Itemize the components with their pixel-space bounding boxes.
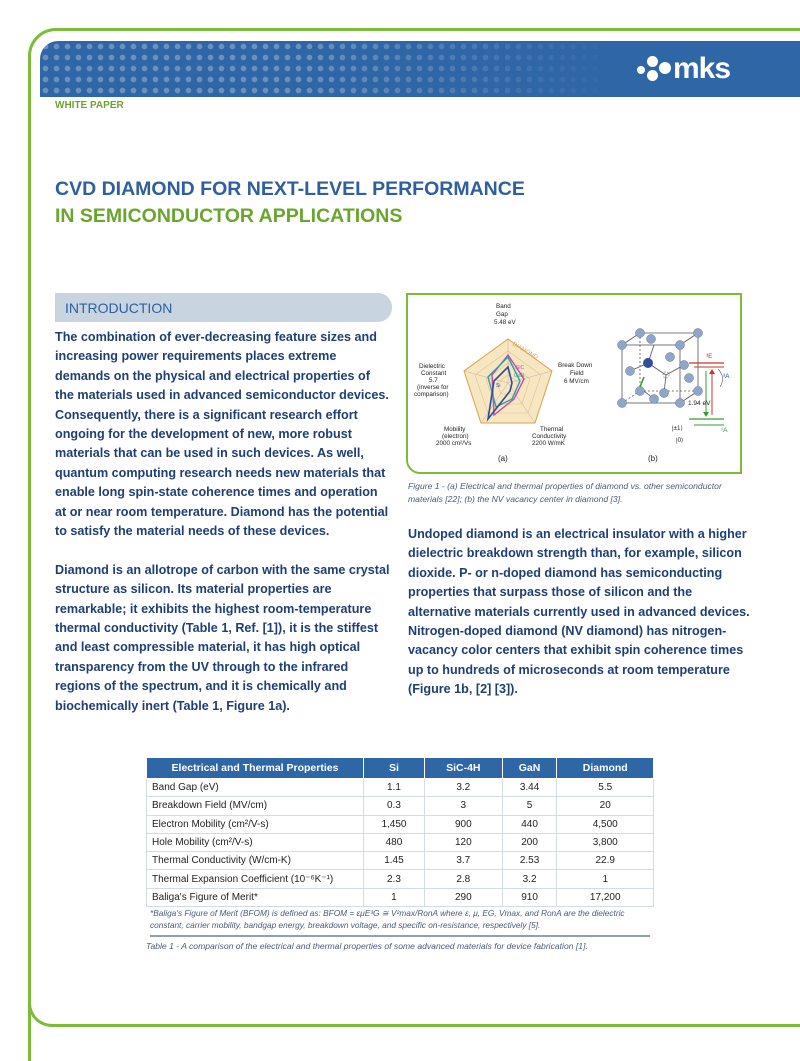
axis-label-dielectric-2: Constant xyxy=(421,370,447,377)
table-cell: 1.45 xyxy=(364,852,425,870)
table-cell: 20 xyxy=(557,797,654,815)
figure-1 xyxy=(406,293,742,474)
table-cell: 910 xyxy=(502,888,557,906)
mks-logo xyxy=(637,52,730,86)
axis-label-breakdown-3: 6 MV/cm xyxy=(564,378,589,385)
table-cell: Breakdown Field (MV/cm) xyxy=(147,797,364,815)
spin-arrow-icon xyxy=(640,377,644,387)
table-cell: 440 xyxy=(502,815,557,833)
introduction-heading-bar xyxy=(55,293,392,322)
level-label-zero: |0⟩ xyxy=(676,437,684,444)
table-cell: 22.9 xyxy=(557,852,654,870)
axis-label-dielectric-1: Dielectric xyxy=(419,363,445,370)
axis-label-mobility-2: (electron) xyxy=(442,433,469,440)
table-cell: 3.2 xyxy=(502,870,557,888)
intro-paragraph-1: The combination of ever-decreasing feature sizes and increasing power requirements places extreme demands on the physical and electrical properties of the materials used in advanced semiconductor devices. Consequently, there is a significant research effort ongoing for the development of new, more robust materials that can be used in such devices. As well, quantum computing research needs new materials that enable long spin-state coherence times and operation at or near room temperature. Diamond has the potential to satisfy the material needs of these devices. xyxy=(55,330,389,539)
table-cell: 3.7 xyxy=(424,852,502,870)
series-label-si: Si xyxy=(496,383,501,389)
axis-label-breakdown-2: Field xyxy=(570,370,584,377)
table-header-cell: Diamond xyxy=(557,758,654,779)
logo-wordmark: mks xyxy=(672,52,730,85)
table-cell: 1,450 xyxy=(364,815,425,833)
level-label-1a-upper: ³A xyxy=(723,373,730,380)
table-row xyxy=(147,870,654,888)
axis-label-mobility-3: 2000 cm²/Vs xyxy=(436,440,472,447)
table-header-cell: Si xyxy=(364,758,425,779)
title-line-1: CVD DIAMOND FOR NEXT-LEVEL PERFORMANCE xyxy=(55,178,525,200)
panel-label-b: (b) xyxy=(648,454,658,463)
axis-label-thermal-2: Conductivity xyxy=(532,433,567,440)
axis-label-mobility-1: Mobility xyxy=(444,426,466,433)
table-row xyxy=(147,797,654,815)
table-cell: 1.1 xyxy=(364,779,425,797)
panel-label-a: (a) xyxy=(498,454,508,463)
bfom-footnote: *Baliga's Figure of Merit (BFOM) is defined as: BFOM = εμE³G ≅ V²max/RonA where ε, μ, EG, Vmax, and RonA are the dielectric constant, carrier mobility, bandgap energy, breakdown voltage, and specific on-resistance, respectively [5]. xyxy=(150,907,650,937)
figure-1-svg xyxy=(408,295,740,472)
axis-label-thermal-3: 2200 W/mK xyxy=(532,440,565,447)
table-header-cell: GaN xyxy=(502,758,557,779)
series-label-diamond: DIAMOND xyxy=(511,341,539,361)
series-label-sic: SiC xyxy=(516,365,525,371)
table-cell: 1 xyxy=(364,888,425,906)
axis-label-band-2: Gap xyxy=(496,311,508,318)
table-cell: 3 xyxy=(424,797,502,815)
table-cell: 2.3 xyxy=(364,870,425,888)
properties-table xyxy=(146,757,654,907)
nitrogen-atom xyxy=(643,358,653,368)
table-cell: 120 xyxy=(424,833,502,851)
table-header-cell: SiC-4H xyxy=(424,758,502,779)
axis-label-thermal-1: Thermal xyxy=(540,426,564,433)
table-cell: 3.44 xyxy=(502,779,557,797)
table-row xyxy=(147,833,654,851)
axis-label-band-1: Band xyxy=(496,303,511,310)
table-row xyxy=(147,779,654,797)
axis-label-dielectric-3: 5.7 xyxy=(429,377,438,384)
table-cell: 200 xyxy=(502,833,557,851)
level-label-1a-lower: ¹A xyxy=(721,427,728,434)
table-row xyxy=(147,815,654,833)
axis-label-band-3: 5.48 eV xyxy=(494,319,516,326)
table-cell: Baliga's Figure of Merit* xyxy=(147,888,364,906)
table-cell: 5.5 xyxy=(557,779,654,797)
title-line-2: IN SEMICONDUCTOR APPLICATIONS xyxy=(55,205,403,227)
table-cell: 2.53 xyxy=(502,852,557,870)
intro-paragraph-3: Undoped diamond is an electrical insulator with a higher dielectric breakdown strength than, for example, silicon dioxide. P- or n-doped diamond has semiconducting properties that surpass those of silicon and the alternative materials currently used in advanced devices. Nitrogen-doped diamond (NV diamond) has nitrogen-vacancy color centers that exhibit spin coherence times up to hundreds of microseconds at room temperature (Figure 1b, [2] [3]). xyxy=(408,527,750,697)
banner-fade xyxy=(300,41,620,97)
table-header-row xyxy=(147,758,654,779)
table-cell: Thermal Expansion Coefficient (10⁻⁶K⁻¹) xyxy=(147,870,364,888)
table-cell: Hole Mobility (cm²/V-s) xyxy=(147,833,364,851)
axis-label-breakdown-1: Break Down xyxy=(558,362,593,369)
axis-label-dielectric-5: comparison) xyxy=(414,391,449,398)
level-label-3e: ³E xyxy=(706,353,713,360)
figure-1-caption: Figure 1 - (a) Electrical and thermal properties of diamond vs. other semiconductor materials [22]; (b) the NV vacancy center in diamond [3]. xyxy=(408,481,722,504)
table-cell: 3.2 xyxy=(424,779,502,797)
table-cell: 480 xyxy=(364,833,425,851)
table-cell: Electron Mobility (cm²/V-s) xyxy=(147,815,364,833)
table-cell: Thermal Conductivity (W/cm-K) xyxy=(147,852,364,870)
table-cell: 2.8 xyxy=(424,870,502,888)
table-cell: 0.3 xyxy=(364,797,425,815)
logo-dots-icon xyxy=(637,53,671,85)
table-cell: 17,200 xyxy=(557,888,654,906)
table-cell: Band Gap (eV) xyxy=(147,779,364,797)
white-paper-label: WHITE PAPER xyxy=(55,100,124,111)
intro-paragraph-2: Diamond is an allotrope of carbon with the same crystal structure as silicon. Its material properties are remarkable; it exhibits the highest room-temperature thermal conductivity (Table 1, Ref. [1]), it is the stiffest and least compressible material, it has high optical transparency from the UV through to the infrared regions of the spectrum, and it is chemically and biochemically inert (Table 1, Figure 1a). xyxy=(55,562,390,713)
table-cell: 4,500 xyxy=(557,815,654,833)
nv-center-diagram xyxy=(618,329,731,464)
table-cell: 1 xyxy=(557,870,654,888)
table-1-caption: Table 1 - A comparison of the electrical and thermal properties of some advanced materials for device fabrication [1]. xyxy=(146,941,588,951)
table-cell: 3,800 xyxy=(557,833,654,851)
table-row xyxy=(147,852,654,870)
table-cell: 290 xyxy=(424,888,502,906)
table-row xyxy=(147,888,654,906)
table-cell: 900 xyxy=(424,815,502,833)
axis-label-dielectric-4: (inverse for xyxy=(417,384,449,391)
introduction-heading: INTRODUCTION xyxy=(65,300,173,316)
left-column xyxy=(55,328,390,716)
right-column xyxy=(408,525,753,700)
table-cell: 5 xyxy=(502,797,557,815)
page-frame-bottom xyxy=(28,998,800,1027)
table-header-cell: Electrical and Thermal Properties xyxy=(147,758,364,779)
series-label-gan: GaN xyxy=(514,373,525,379)
level-energy: 1.94 eV xyxy=(688,400,711,407)
level-label-pm1: |±1⟩ xyxy=(672,425,683,432)
radar-chart xyxy=(414,303,593,463)
